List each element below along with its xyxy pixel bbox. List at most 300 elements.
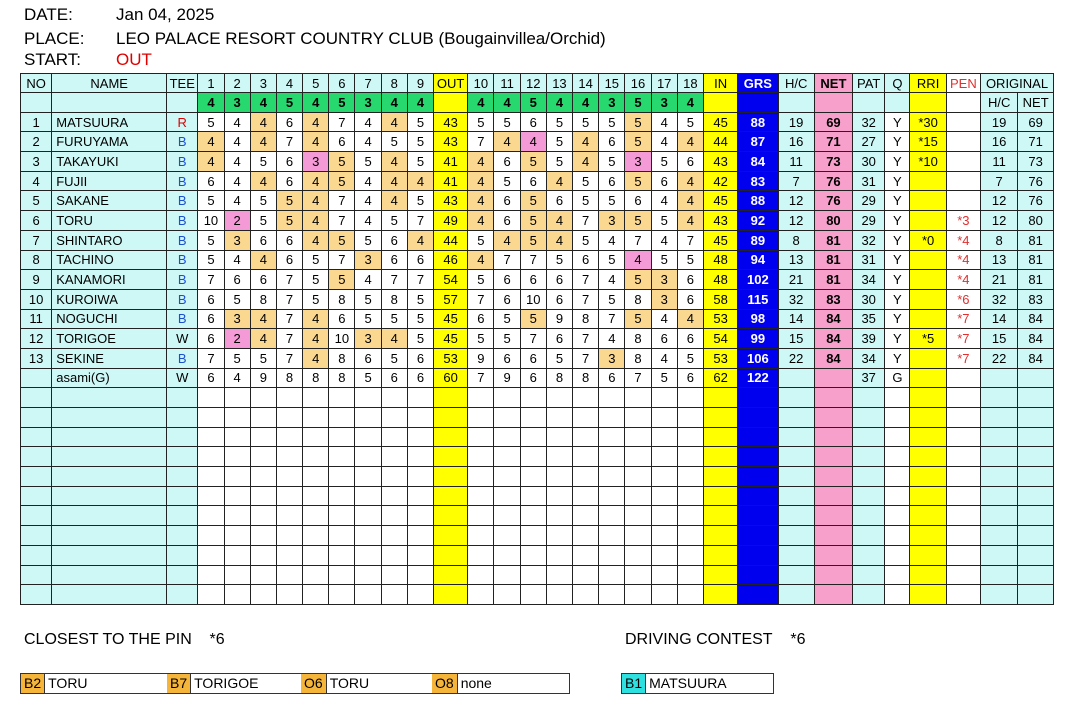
- penalty: [946, 368, 980, 388]
- gross-score: 83: [738, 171, 778, 191]
- hole-score: 4: [381, 171, 407, 191]
- hole-score: 8: [573, 368, 599, 388]
- original-net: 84: [1018, 348, 1054, 368]
- in-total: 44: [703, 132, 737, 152]
- hole-score: 4: [381, 112, 407, 132]
- hole-score: 4: [224, 171, 250, 191]
- hole-score: 6: [677, 368, 703, 388]
- hole-score: 4: [250, 309, 276, 329]
- par-cell: 3: [224, 93, 250, 113]
- hole-score: 4: [198, 132, 224, 152]
- ctp-hole-tag: B7: [167, 674, 191, 693]
- putts: 34: [853, 270, 885, 290]
- hole-score: 7: [468, 132, 494, 152]
- hole-score: 3: [224, 309, 250, 329]
- hole-score: 5: [198, 250, 224, 270]
- hole-score: 5: [355, 368, 381, 388]
- player-no: 13: [21, 348, 52, 368]
- gross-score: 92: [738, 211, 778, 231]
- hole-score: 8: [381, 289, 407, 309]
- handicap: 11: [778, 152, 814, 172]
- empty-row: [21, 545, 1054, 565]
- qualifier: Y: [885, 112, 910, 132]
- col-grs: GRS: [738, 74, 778, 93]
- qualifier: Y: [885, 348, 910, 368]
- hole-score: 5: [599, 191, 625, 211]
- qualifier: Y: [885, 289, 910, 309]
- hole-score: 10: [520, 289, 546, 309]
- par-cell: 3: [355, 93, 381, 113]
- dc-entry: [622, 674, 730, 693]
- hole-score: 5: [407, 132, 433, 152]
- col-no: NO: [21, 74, 52, 93]
- original-hc: 11: [981, 152, 1018, 172]
- hole-score: 6: [546, 270, 572, 290]
- player-row: [21, 348, 1054, 368]
- empty-row: [21, 427, 1054, 447]
- hole-score: 6: [198, 289, 224, 309]
- place-line: [24, 28, 606, 50]
- hole-score: 9: [250, 368, 276, 388]
- hole-score: 6: [468, 309, 494, 329]
- ctp-hole-tag: O8: [432, 674, 458, 693]
- col-hole: 2: [224, 74, 250, 93]
- rri: *15: [910, 132, 946, 152]
- hole-score: 4: [303, 171, 329, 191]
- putts: 30: [853, 152, 885, 172]
- player-row: [21, 309, 1054, 329]
- hole-score: 3: [303, 152, 329, 172]
- penalty: [946, 152, 980, 172]
- hole-score: 4: [250, 250, 276, 270]
- gross-score: 88: [738, 112, 778, 132]
- hole-score: 6: [329, 132, 355, 152]
- qualifier: Y: [885, 132, 910, 152]
- player-name: NOGUCHI: [52, 309, 167, 329]
- net-score: [814, 368, 852, 388]
- out-total: 60: [434, 368, 468, 388]
- hole-score: 7: [329, 112, 355, 132]
- hole-score: 5: [677, 112, 703, 132]
- hole-score: 8: [573, 309, 599, 329]
- out-total: 46: [434, 250, 468, 270]
- hole-score: 5: [355, 152, 381, 172]
- col-hole: 11: [494, 74, 520, 93]
- hole-score: 5: [573, 191, 599, 211]
- par-cell: 4: [468, 93, 494, 113]
- hole-score: 5: [381, 211, 407, 231]
- player-name: TORU: [52, 211, 167, 231]
- hole-score: 4: [599, 329, 625, 349]
- penalty: [946, 171, 980, 191]
- player-tee: B: [167, 270, 198, 290]
- place-label: PLACE:: [24, 29, 85, 48]
- out-total: 57: [434, 289, 468, 309]
- penalty: *4: [946, 270, 980, 290]
- hole-score: 4: [468, 171, 494, 191]
- hole-score: 7: [494, 250, 520, 270]
- hole-score: 4: [599, 230, 625, 250]
- player-tee: B: [167, 132, 198, 152]
- ctp-count: *6: [209, 631, 225, 648]
- hole-score: 3: [224, 230, 250, 250]
- putts: 35: [853, 309, 885, 329]
- hole-score: 6: [494, 270, 520, 290]
- hole-score: 4: [224, 132, 250, 152]
- hole-score: 5: [599, 289, 625, 309]
- hole-score: 7: [573, 348, 599, 368]
- hole-score: 5: [329, 230, 355, 250]
- hole-score: 6: [520, 112, 546, 132]
- hole-score: 4: [303, 230, 329, 250]
- par-cell: 4: [677, 93, 703, 113]
- hole-score: 6: [599, 368, 625, 388]
- hole-score: 8: [329, 289, 355, 309]
- hole-score: 5: [546, 348, 572, 368]
- original-hc: 16: [981, 132, 1018, 152]
- player-row: [21, 368, 1054, 388]
- hole-score: 6: [494, 191, 520, 211]
- qualifier: Y: [885, 309, 910, 329]
- player-row: [21, 152, 1054, 172]
- rri: [910, 348, 946, 368]
- start-value: OUT: [116, 50, 152, 69]
- original-hc: 12: [981, 191, 1018, 211]
- player-tee: W: [167, 368, 198, 388]
- hole-score: 6: [494, 211, 520, 231]
- hole-score: 5: [573, 171, 599, 191]
- in-total: 45: [703, 191, 737, 211]
- penalty: *4: [946, 230, 980, 250]
- hole-score: 5: [625, 309, 651, 329]
- player-no: 5: [21, 191, 52, 211]
- hole-score: 7: [573, 289, 599, 309]
- hole-score: 5: [198, 112, 224, 132]
- hole-score: 5: [276, 211, 302, 231]
- in-total: 62: [703, 368, 737, 388]
- hole-score: 8: [276, 368, 302, 388]
- handicap: 32: [778, 289, 814, 309]
- penalty: *7: [946, 329, 980, 349]
- handicap: 12: [778, 211, 814, 231]
- original-hc: 13: [981, 250, 1018, 270]
- hole-score: 5: [651, 152, 677, 172]
- ctp-winner: TORU: [48, 675, 88, 691]
- hole-score: 4: [355, 270, 381, 290]
- par-cell: 4: [250, 93, 276, 113]
- hole-score: 6: [198, 329, 224, 349]
- ctp-entry: [432, 674, 495, 693]
- par-cell: 4: [198, 93, 224, 113]
- player-no: 9: [21, 270, 52, 290]
- hole-score: 7: [573, 270, 599, 290]
- rri: *10: [910, 152, 946, 172]
- hole-score: 5: [329, 152, 355, 172]
- handicap: 14: [778, 309, 814, 329]
- hole-score: 4: [468, 250, 494, 270]
- rri: [910, 211, 946, 231]
- hole-score: 6: [198, 309, 224, 329]
- col-hole: 6: [329, 74, 355, 93]
- col-in: IN: [703, 74, 737, 93]
- hole-score: 4: [250, 132, 276, 152]
- hole-score: 5: [494, 329, 520, 349]
- player-name: asami(G): [52, 368, 167, 388]
- hole-score: 4: [303, 309, 329, 329]
- player-row: [21, 289, 1054, 309]
- in-total: 48: [703, 270, 737, 290]
- empty-row: [21, 388, 1054, 408]
- player-no: 4: [21, 171, 52, 191]
- place-value: LEO PALACE RESORT COUNTRY CLUB (Bougainvillea/Orchid): [116, 29, 606, 48]
- player-tee: B: [167, 230, 198, 250]
- qualifier: Y: [885, 191, 910, 211]
- out-total: 41: [434, 171, 468, 191]
- hole-score: 4: [355, 211, 381, 231]
- hole-score: 6: [329, 309, 355, 329]
- hole-score: 4: [494, 132, 520, 152]
- hole-score: 9: [468, 348, 494, 368]
- hole-score: 4: [250, 329, 276, 349]
- player-tee: R: [167, 112, 198, 132]
- handicap: 16: [778, 132, 814, 152]
- putts: 32: [853, 112, 885, 132]
- hole-score: 10: [198, 211, 224, 231]
- date-value: Jan 04, 2025: [116, 5, 215, 24]
- hole-score: 4: [198, 152, 224, 172]
- hole-score: 2: [224, 211, 250, 231]
- original-net: 76: [1018, 191, 1054, 211]
- gross-score: 122: [738, 368, 778, 388]
- ctp-winner: none: [460, 675, 492, 691]
- hole-score: 6: [276, 152, 302, 172]
- original-hc: 22: [981, 348, 1018, 368]
- hole-score: 4: [355, 132, 381, 152]
- hole-score: 5: [407, 309, 433, 329]
- putts: 34: [853, 348, 885, 368]
- hole-score: 5: [355, 289, 381, 309]
- player-tee: B: [167, 309, 198, 329]
- net-score: 84: [814, 309, 852, 329]
- hole-score: 7: [468, 368, 494, 388]
- out-total: 43: [434, 132, 468, 152]
- ctp-entry: [301, 674, 432, 693]
- hole-score: 4: [381, 329, 407, 349]
- ctp-winner: TORIGOE: [194, 675, 259, 691]
- hole-score: 5: [407, 289, 433, 309]
- hole-score: 5: [651, 211, 677, 231]
- col-hole: 9: [407, 74, 433, 93]
- original-net: [1018, 368, 1054, 388]
- ctp-entry: [21, 674, 167, 693]
- hole-score: 6: [250, 230, 276, 250]
- col-hc: H/C: [778, 74, 814, 93]
- col-hole: 3: [250, 74, 276, 93]
- hole-score: 6: [520, 348, 546, 368]
- hole-score: 7: [573, 329, 599, 349]
- player-no: 1: [21, 112, 52, 132]
- qualifier: Y: [885, 211, 910, 231]
- player-name: KANAMORI: [52, 270, 167, 290]
- hole-score: 6: [355, 348, 381, 368]
- rri: [910, 368, 946, 388]
- player-tee: W: [167, 329, 198, 349]
- hole-score: 6: [546, 329, 572, 349]
- hole-score: 6: [677, 329, 703, 349]
- hole-score: 5: [599, 112, 625, 132]
- hole-score: 6: [546, 289, 572, 309]
- hole-score: 5: [520, 230, 546, 250]
- out-total: 45: [434, 309, 468, 329]
- col-hole: 15: [599, 74, 625, 93]
- penalty: *7: [946, 348, 980, 368]
- original-net: 69: [1018, 112, 1054, 132]
- hole-score: 6: [494, 348, 520, 368]
- hole-score: 7: [276, 309, 302, 329]
- net-score: 83: [814, 289, 852, 309]
- player-tee: B: [167, 348, 198, 368]
- hole-score: 5: [224, 289, 250, 309]
- in-total: 48: [703, 250, 737, 270]
- par-cell: 5: [625, 93, 651, 113]
- original-net: 84: [1018, 309, 1054, 329]
- original-hc: 21: [981, 270, 1018, 290]
- out-total: 49: [434, 211, 468, 231]
- hole-score: 5: [407, 191, 433, 211]
- out-total: 43: [434, 191, 468, 211]
- hole-score: 5: [329, 171, 355, 191]
- col-hole: 14: [573, 74, 599, 93]
- player-no: 6: [21, 211, 52, 231]
- hole-score: 5: [468, 270, 494, 290]
- hole-score: 7: [407, 270, 433, 290]
- hole-score: 4: [651, 348, 677, 368]
- net-score: 81: [814, 230, 852, 250]
- hole-score: 5: [224, 348, 250, 368]
- hole-score: 4: [573, 152, 599, 172]
- penalty: *6: [946, 289, 980, 309]
- gross-score: 102: [738, 270, 778, 290]
- hole-score: 6: [520, 270, 546, 290]
- rri: [910, 270, 946, 290]
- hole-score: 7: [276, 270, 302, 290]
- player-row: [21, 250, 1054, 270]
- putts: 29: [853, 211, 885, 231]
- hole-score: 5: [520, 309, 546, 329]
- net-score: 76: [814, 191, 852, 211]
- col-hole: 1: [198, 74, 224, 93]
- putts: 37: [853, 368, 885, 388]
- hole-score: 5: [468, 112, 494, 132]
- hole-score: 6: [494, 289, 520, 309]
- hole-score: 5: [250, 191, 276, 211]
- hole-score: 5: [276, 191, 302, 211]
- hole-score: 5: [625, 132, 651, 152]
- hole-score: 4: [468, 211, 494, 231]
- penalty: [946, 112, 980, 132]
- original-hc: 32: [981, 289, 1018, 309]
- hole-score: 5: [198, 230, 224, 250]
- net-score: 81: [814, 250, 852, 270]
- hole-score: 3: [599, 211, 625, 231]
- handicap: 21: [778, 270, 814, 290]
- hole-score: 5: [329, 270, 355, 290]
- dc-count: *6: [790, 631, 806, 648]
- putts: 31: [853, 171, 885, 191]
- hole-score: 5: [625, 112, 651, 132]
- hole-score: 3: [599, 348, 625, 368]
- player-no: 11: [21, 309, 52, 329]
- hole-score: 7: [520, 329, 546, 349]
- in-total: 53: [703, 309, 737, 329]
- qualifier: G: [885, 368, 910, 388]
- hole-score: 4: [651, 112, 677, 132]
- player-name: TORIGOE: [52, 329, 167, 349]
- net-score: 84: [814, 329, 852, 349]
- player-name: MATSUURA: [52, 112, 167, 132]
- hole-score: 8: [303, 368, 329, 388]
- player-no: 3: [21, 152, 52, 172]
- player-name: KUROIWA: [52, 289, 167, 309]
- hole-score: 5: [494, 309, 520, 329]
- player-tee: B: [167, 152, 198, 172]
- putts: 29: [853, 191, 885, 211]
- out-total: 44: [434, 230, 468, 250]
- hole-score: 5: [625, 171, 651, 191]
- col-hole: 10: [468, 74, 494, 93]
- hole-score: 4: [599, 270, 625, 290]
- hole-score: 5: [303, 270, 329, 290]
- hole-score: 7: [329, 191, 355, 211]
- hole-score: 7: [599, 309, 625, 329]
- hole-score: 5: [625, 211, 651, 231]
- hole-score: 4: [546, 211, 572, 231]
- in-total: 43: [703, 152, 737, 172]
- hole-score: 3: [355, 250, 381, 270]
- penalty: [946, 132, 980, 152]
- player-row: [21, 211, 1054, 231]
- original-net: 71: [1018, 132, 1054, 152]
- ctp-winner: TORU: [329, 675, 370, 691]
- qualifier: Y: [885, 171, 910, 191]
- par-cell: 4: [494, 93, 520, 113]
- col-name: NAME: [52, 74, 167, 93]
- date-line: [24, 4, 214, 26]
- putts: 31: [853, 250, 885, 270]
- hole-score: 5: [494, 171, 520, 191]
- hole-score: 7: [468, 289, 494, 309]
- hole-score: 5: [599, 250, 625, 270]
- player-row: [21, 112, 1054, 132]
- player-no: 12: [21, 329, 52, 349]
- empty-row: [21, 486, 1054, 506]
- hole-score: 6: [198, 171, 224, 191]
- hole-score: 5: [250, 211, 276, 231]
- hole-score: 7: [329, 211, 355, 231]
- hole-score: 9: [494, 368, 520, 388]
- out-total: 41: [434, 152, 468, 172]
- player-row: [21, 171, 1054, 191]
- par-cell: 5: [329, 93, 355, 113]
- in-total: 45: [703, 112, 737, 132]
- hole-score: 7: [677, 230, 703, 250]
- hole-score: 7: [198, 270, 224, 290]
- handicap: 19: [778, 112, 814, 132]
- start-line: [24, 49, 152, 71]
- player-row: [21, 329, 1054, 349]
- handicap: [778, 368, 814, 388]
- hole-score: 7: [520, 250, 546, 270]
